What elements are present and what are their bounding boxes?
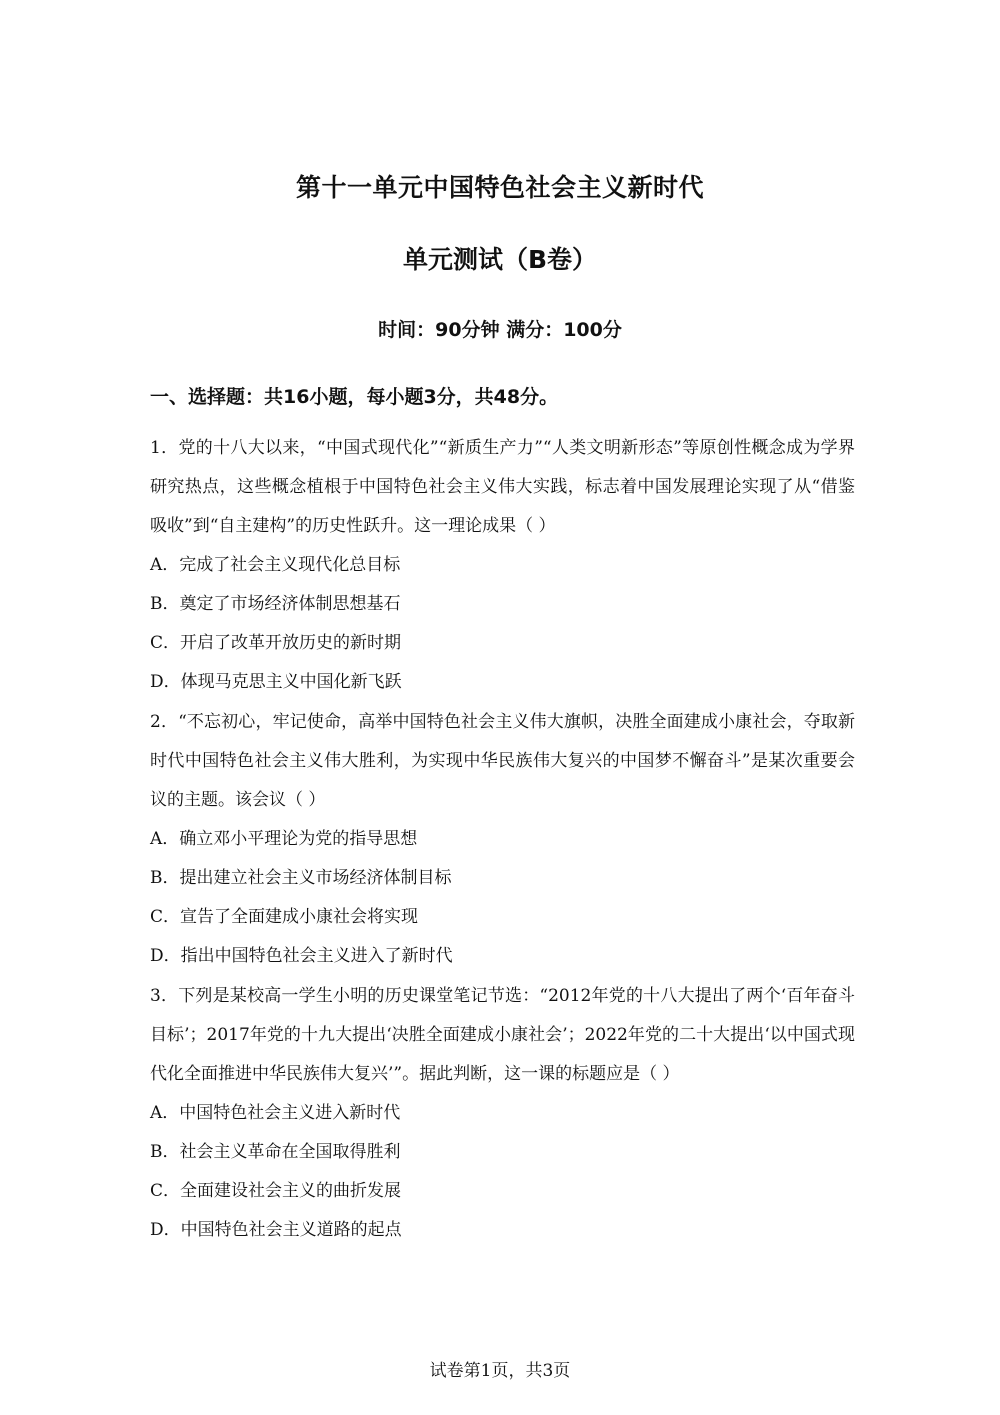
exam-meta: 时间：90分钟 满分：100分 xyxy=(378,319,622,341)
option-b: B．提出建立社会主义市场经济体制目标 xyxy=(150,868,452,888)
option-d: D．中国特色社会主义道路的起点 xyxy=(150,1220,402,1240)
question-3 xyxy=(150,977,855,1250)
question-text: 2．“不忘初心，牢记使命，高举中国特色社会主义伟大旗帜，决胜全面建成小康社会，夺取新时代中国特色社会主义伟大胜利，为实现中华民族伟大复兴的中国梦不懈奋斗”是某次重要会议的主题。该会议（ ） xyxy=(150,712,855,810)
option-b: B．社会主义革命在全国取得胜利 xyxy=(150,1142,401,1162)
question-1 xyxy=(150,429,855,702)
option-b: B．奠定了市场经济体制思想基石 xyxy=(150,594,401,614)
document-subtitle: 单元测试（B卷） xyxy=(402,245,598,274)
section-heading: 一、选择题：共16小题，每小题3分，共48分。 xyxy=(150,386,559,408)
document-title: 第十一单元中国特色社会主义新时代 xyxy=(295,173,704,202)
option-c: C．开启了改革开放历史的新时期 xyxy=(150,633,402,653)
option-c: C．宣告了全面建成小康社会将实现 xyxy=(150,907,419,927)
option-a: A．确立邓小平理论为党的指导思想 xyxy=(150,829,418,849)
question-text: 1．党的十八大以来，“中国式现代化”“新质生产力”“人类文明新形态”等原创性概念成为学界研究热点，这些概念植根于中国特色社会主义伟大实践，标志着中国发展理论实现了从“借鉴吸收”到“自主建构”的历史性跃升。这一理论成果（ ） xyxy=(150,438,855,536)
option-a: A．中国特色社会主义进入新时代 xyxy=(150,1103,401,1123)
option-d: D．指出中国特色社会主义进入了新时代 xyxy=(150,946,453,966)
question-text: 3．下列是某校高一学生小明的历史课堂笔记节选：“2012年党的十八大提出了两个‘百年奋斗目标’；2017年党的十九大提出‘决胜全面建成小康社会’；2022年党的二十大提出‘以中国式现代化全面推进中华民族伟大复兴’”。据此判断，这一课的标题应是（ ） xyxy=(150,986,855,1084)
option-a: A．完成了社会主义现代化总目标 xyxy=(150,555,401,575)
option-d: D．体现马克思主义中国化新飞跃 xyxy=(150,672,402,692)
page-footer: 试卷第1页，共3页 xyxy=(429,1361,571,1381)
option-c: C．全面建设社会主义的曲折发展 xyxy=(150,1181,402,1201)
question-2 xyxy=(150,703,855,976)
